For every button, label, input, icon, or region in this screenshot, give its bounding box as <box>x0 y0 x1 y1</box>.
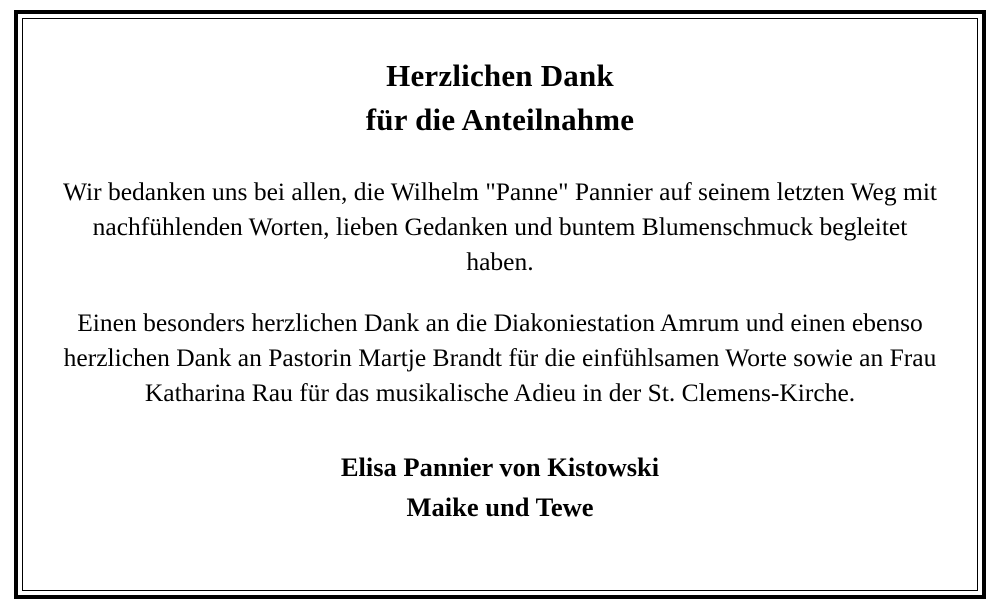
card-heading-line-1: Herzlichen Dank <box>386 58 614 93</box>
card-paragraph-2: Einen besonders herzlichen Dank an die Diakoniestation Amrum und einen ebenso herzlichen Dank an Pastorin Martje Brandt für die einfühlsamen Worte sowie an Frau Katharina Rau für das musikalische Adieu in der St. Clemens-Kirche. <box>63 308 937 407</box>
card-heading-line-2: für die Anteilnahme <box>365 102 635 137</box>
card-signature-line-1: Elisa Pannier von Kistowski <box>340 452 660 482</box>
card-paragraph-1: Wir bedanken uns bei allen, die Wilhelm "Panne" Pannier auf seinem letzten Weg mit nachfühlenden Worten, lieben Gedanken und buntem Blumenschmuck begleitet haben. <box>62 177 938 276</box>
card-signature-line-2: Maike und Tewe <box>406 492 594 522</box>
card-content <box>40 40 960 575</box>
